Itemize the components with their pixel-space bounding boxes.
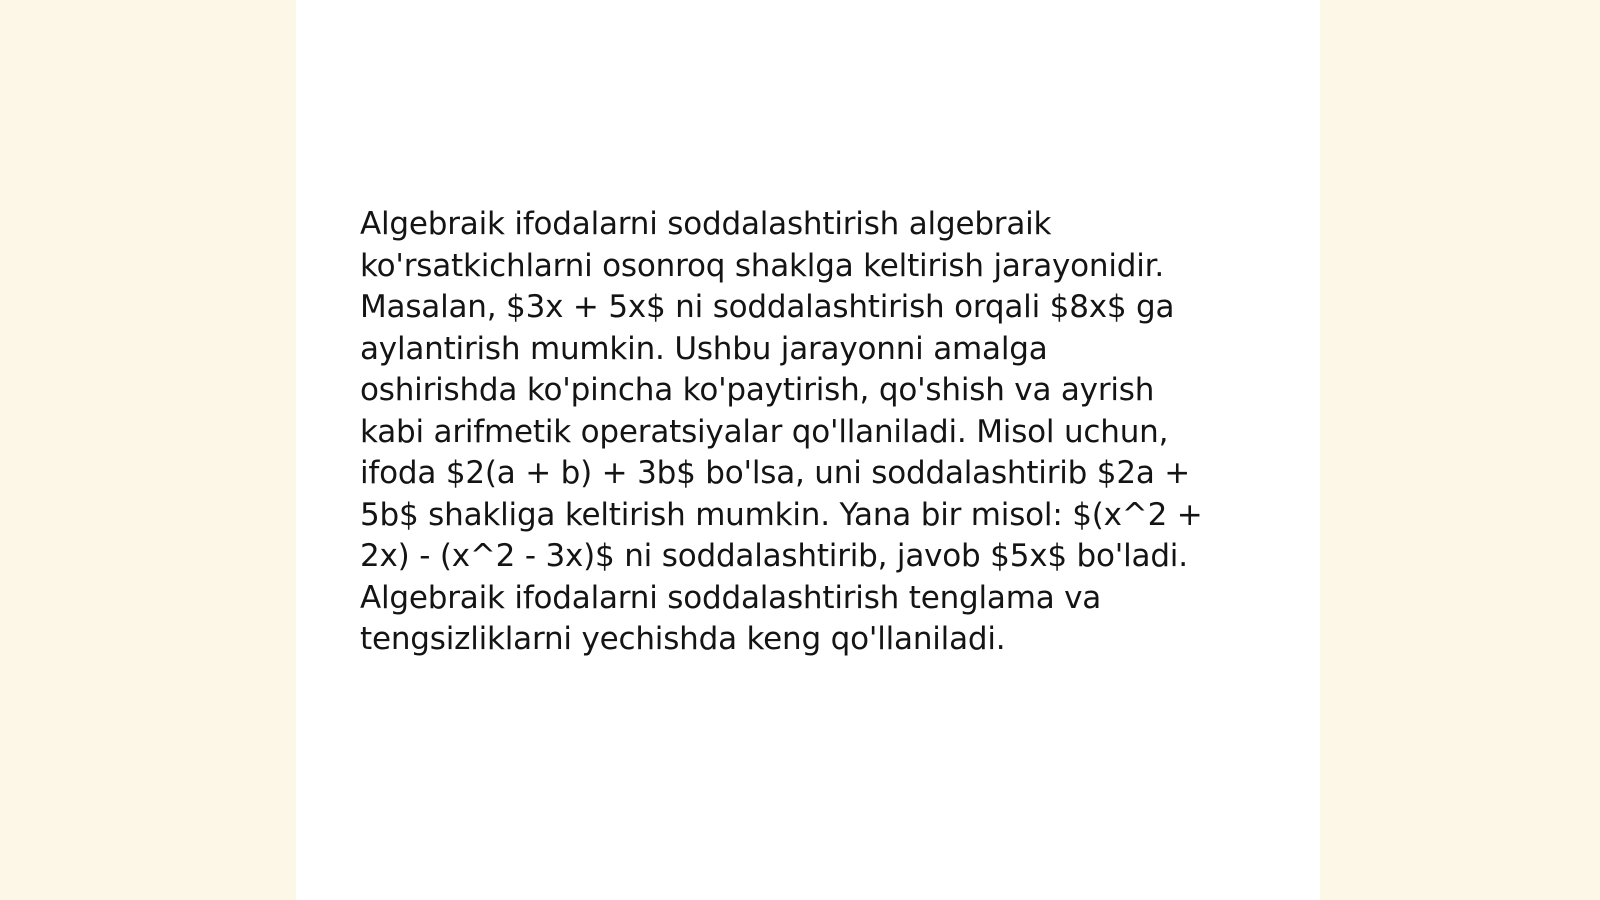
paragraph-line: kabi arifmetik operatsiyalar qo'llaniladi. Misol uchun,: [360, 413, 1169, 450]
paragraph-line: 2x) - (x^2 - 3x)$ ni soddalashtirib, javob $5x$ bo'ladi.: [360, 538, 1188, 574]
paragraph-line: oshirishda ko'pincha ko'paytirish, qo'shish va ayrish: [360, 372, 1155, 408]
paragraph-line: tengsizliklarni yechishda keng qo'llaniladi.: [360, 621, 1006, 657]
paragraph-line: Algebraik ifodalarni soddalashtirish tenglama va: [360, 579, 1102, 616]
document-page: [296, 0, 1320, 900]
paragraph-line: aylantirish mumkin. Ushbu jarayonni amalga: [360, 330, 1048, 367]
paragraph-line: ifoda $2(a + b) + 3b$ bo'lsa, uni soddalashtirib $2a +: [360, 455, 1191, 491]
paragraph-line: 5b$ shakliga keltirish mumkin. Yana bir misol: $(x^2 +: [360, 496, 1203, 533]
body-paragraph: [360, 204, 1240, 661]
paragraph-line: Algebraik ifodalarni soddalashtirish algebraik: [360, 206, 1052, 242]
paragraph-line: Masalan, $3x + 5x$ ni soddalashtirish orqali $8x$ ga: [360, 289, 1175, 325]
paragraph-line: ko'rsatkichlarni osonroq shaklga keltirish jarayonidir.: [360, 247, 1165, 284]
